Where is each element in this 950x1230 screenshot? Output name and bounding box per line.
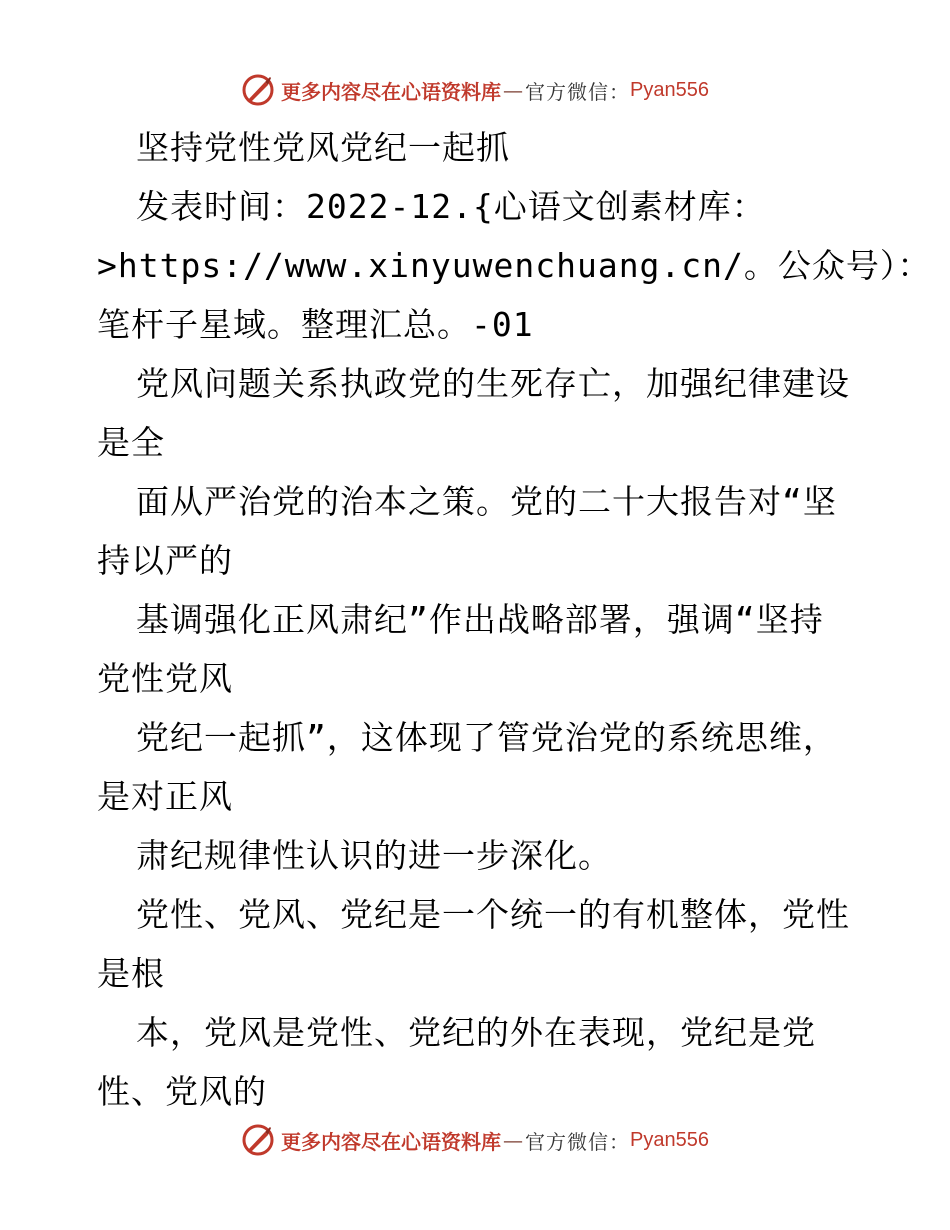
banner-wechat-id: Pyan556 — [630, 78, 709, 101]
document-line: 本，党风是党性、党纪的外在表现，党纪是党 — [136, 1013, 816, 1052]
header-banner[interactable] — [0, 70, 950, 110]
document-line: 党纪一起抓”，这体现了管党治党的系统思维， — [136, 718, 837, 757]
document-line: 党性党风 — [97, 659, 233, 698]
document-line: 是全 — [97, 423, 165, 462]
quill-pen-circle-icon — [241, 1123, 275, 1157]
document-line: 党风问题关系执政党的生死存亡，加强纪律建设 — [136, 364, 850, 403]
banner-dash: — — [503, 1128, 524, 1152]
document-line: 是对正风 — [97, 777, 233, 816]
banner-contact-label: 官方微信： — [525, 79, 631, 104]
document-line: 肃纪规律性认识的进一步深化。 — [136, 836, 612, 875]
banner-dash: — — [503, 78, 524, 102]
footer-banner[interactable] — [0, 1120, 950, 1160]
document-title: 坚持党性党风党纪一起抓 — [136, 128, 510, 167]
document-line: 发表时间：2022-12.{心语文创素材库： — [136, 187, 766, 226]
document-line: 面从严治党的治本之策。党的二十大报告对“坚 — [136, 482, 837, 521]
banner-wechat-id: Pyan556 — [630, 1128, 709, 1151]
document-line: >https://www.xinyuwenchuang.cn/。公众号）： — [97, 246, 932, 285]
banner-brand: 更多内容尽在心语资料库 — [281, 79, 502, 104]
document-line: 是根 — [97, 954, 165, 993]
banner-contact-label: 官方微信： — [525, 1129, 631, 1154]
document-line: 持以严的 — [97, 541, 233, 580]
document-line: 基调强化正风肃纪”作出战略部署，强调“坚持 — [136, 600, 824, 639]
document-line: 党性、党风、党纪是一个统一的有机整体，党性 — [136, 895, 850, 934]
document-body — [97, 118, 932, 1121]
quill-pen-circle-icon — [241, 73, 275, 107]
document-line: 笔杆子星域。整理汇总。-01 — [97, 305, 534, 344]
banner-brand: 更多内容尽在心语资料库 — [281, 1129, 502, 1154]
document-line: 性、党风的 — [97, 1072, 267, 1111]
